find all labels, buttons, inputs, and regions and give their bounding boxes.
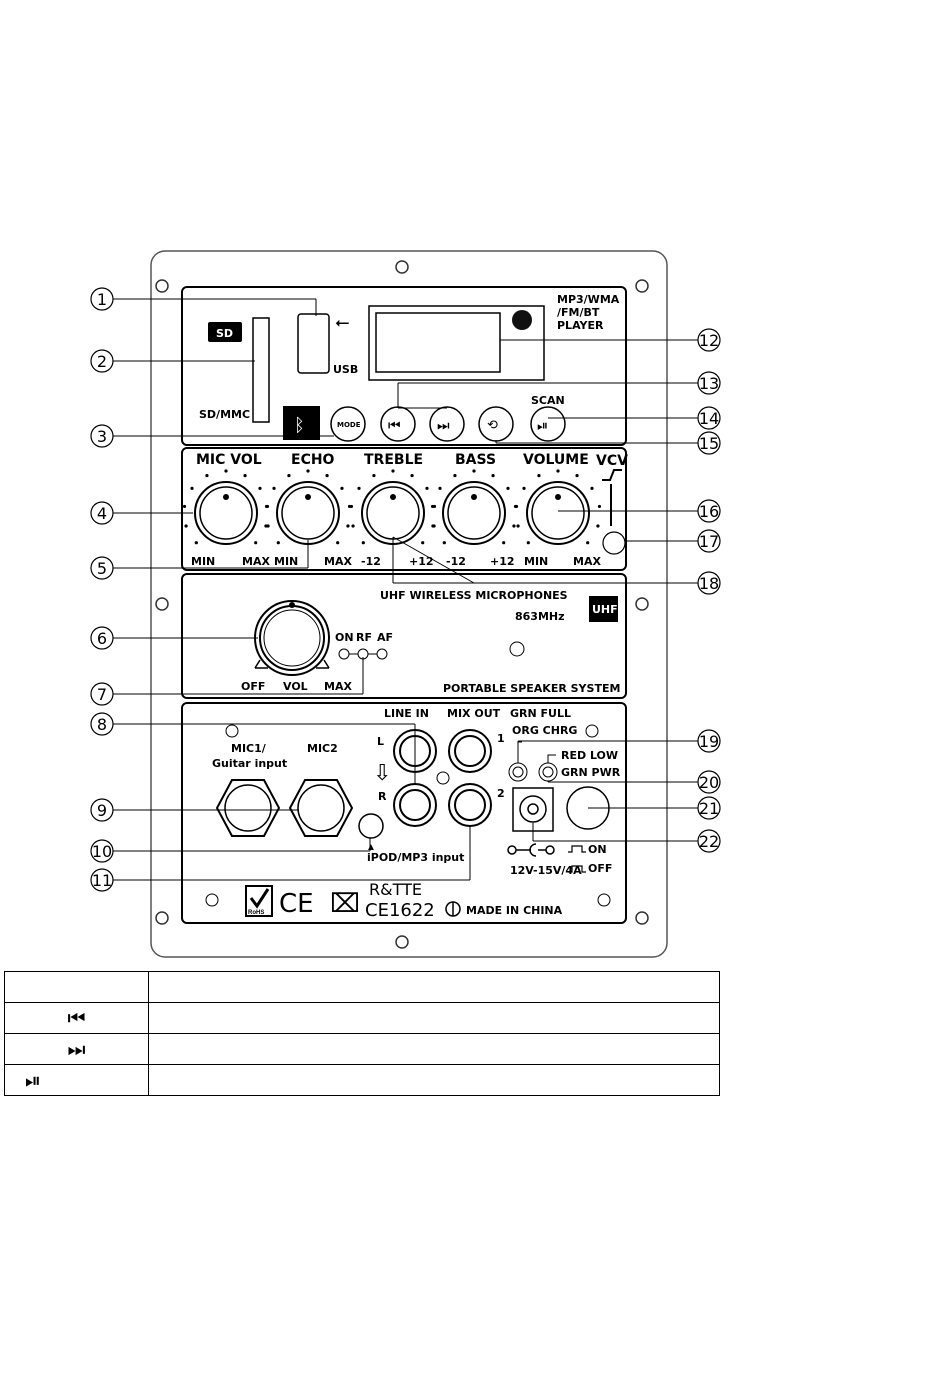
mic2-label: MIC2 [307, 742, 338, 755]
table-row [5, 1065, 720, 1096]
knob-min-label: -12 [361, 555, 381, 568]
io-led-right [586, 725, 598, 737]
callout-12 [500, 329, 720, 351]
knob-row [183, 452, 602, 568]
grn-full-label: GRN FULL [510, 707, 571, 720]
callout-9 [91, 799, 298, 821]
svg-text:ᛒ: ᛒ [294, 415, 305, 435]
callout-number: 4 [96, 504, 108, 523]
callout-10 [91, 838, 370, 862]
one-label: 1 [497, 732, 505, 745]
rtte-label: R&TTE [369, 880, 422, 899]
ipod-arrow: ▲ [366, 842, 376, 853]
table-row [5, 1034, 720, 1065]
knob-1[interactable] [183, 469, 269, 544]
knob-3[interactable] [350, 469, 436, 544]
portable-label: PORTABLE SPEAKER SYSTEM [443, 682, 621, 695]
callout-14 [548, 407, 720, 429]
legend-text-cell [149, 972, 720, 1003]
dc-spec-label: 12V-15V/4A [510, 864, 582, 877]
callout-number: 12 [698, 331, 720, 350]
callout-number: 7 [96, 685, 108, 704]
line-in-label: LINE IN [384, 707, 429, 720]
uhf-freq: 863MHz [515, 610, 565, 623]
center-screw [437, 772, 449, 784]
callout-number: 13 [698, 374, 720, 393]
knob-min-label: MIN [191, 555, 216, 568]
scan-label: SCAN [531, 394, 565, 407]
vol-label: VOL [283, 680, 308, 693]
knob-max-label: +12 [409, 555, 434, 568]
grn-pwr-label: GRN PWR [561, 766, 621, 779]
down-arrow-icon: ⇩ [373, 760, 392, 785]
player-title-1: MP3/WMA [557, 293, 620, 306]
knob-max-label: MAX [324, 555, 352, 568]
dc-polarity-icon [508, 844, 554, 856]
mic1-label-1: MIC1/ [231, 742, 266, 755]
power-off-label: OFF [588, 862, 613, 875]
rohs-label: RoHS [248, 910, 265, 916]
mic1-jack[interactable] [217, 780, 279, 836]
ce-number-label: CE1622 [365, 900, 435, 921]
power-led [539, 763, 557, 781]
knob-min-label: -12 [446, 555, 466, 568]
ind-af: AF [377, 631, 394, 644]
io-screw-right [598, 894, 610, 906]
callout-6 [91, 627, 258, 649]
prev-icon: ⏮ [388, 417, 401, 433]
callout-18 [393, 537, 720, 594]
knob-max-label: MAX [242, 555, 270, 568]
callout-number: 21 [698, 799, 720, 818]
table-row [5, 1003, 720, 1034]
knob-min-label: MIN [274, 555, 299, 568]
prev-track-icon: ⏮ [5, 1003, 149, 1034]
callout-number: 2 [96, 352, 108, 371]
made-in-label: MADE IN CHINA [466, 904, 563, 917]
mix-out-label: MIX OUT [447, 707, 501, 720]
callout-number: 17 [698, 532, 720, 551]
callout-number: 19 [698, 732, 720, 751]
two-label: 2 [497, 787, 505, 800]
callout-number: 14 [698, 409, 720, 428]
r-label: R [378, 790, 387, 803]
ind-rf: RF [356, 631, 372, 644]
rohs-icon [246, 886, 272, 916]
repeat-button[interactable] [479, 407, 513, 441]
mounting-holes [156, 261, 648, 948]
line-in-r-jack[interactable] [394, 784, 436, 826]
callout-number: 18 [698, 574, 720, 593]
play-pause-icon: ⏯ [5, 1065, 149, 1096]
knob-5[interactable] [515, 469, 601, 544]
repeat-icon: ⟲ [487, 417, 498, 432]
mix-out-1-jack[interactable] [449, 730, 491, 772]
knob-label: ECHO [291, 452, 335, 468]
player-title-3: PLAYER [557, 319, 604, 332]
callout-1 [91, 288, 316, 316]
legend-table [4, 971, 720, 1096]
callout-number: 11 [91, 871, 113, 890]
mic2-jack[interactable] [290, 780, 352, 836]
io-screw-left [206, 894, 218, 906]
legend-text-cell [149, 1003, 720, 1034]
ind-on: ON [335, 631, 354, 644]
usb-port[interactable] [298, 314, 329, 373]
uhf-volume-knob[interactable] [255, 601, 329, 675]
mode-button[interactable] [331, 407, 365, 441]
table-row [5, 972, 720, 1003]
sd-icon [208, 322, 242, 342]
prev-button[interactable] [381, 407, 415, 441]
vcv-icon [602, 470, 622, 480]
knob-label: VOLUME [523, 452, 589, 468]
vcv-label: VCV [596, 453, 628, 469]
callout-number: 5 [96, 559, 108, 578]
callout-number: 15 [698, 434, 720, 453]
usb-label: USB [333, 363, 359, 376]
vol-max: MAX [324, 680, 352, 693]
callout-2 [91, 350, 255, 372]
knob-2[interactable] [265, 469, 351, 544]
sd-mmc-label: SD/MMC [199, 408, 251, 421]
uhf-badge-label: UHF [592, 603, 618, 616]
callout-number: 1 [96, 290, 108, 309]
play-pause-icon: ⏯ [537, 417, 549, 433]
player-title-2: /FM/BT [557, 306, 600, 319]
legend-text-cell [149, 1065, 720, 1096]
knob-max-label: MAX [573, 555, 601, 568]
mic1-label-2: Guitar input [212, 757, 288, 770]
next-icon: ⏭ [437, 417, 450, 433]
knob-min-label: MIN [524, 555, 549, 568]
knob-4[interactable] [431, 469, 517, 544]
legend-icon-cell [5, 972, 149, 1003]
knob-label: BASS [455, 452, 497, 468]
legend-text-cell [149, 1034, 720, 1065]
knob-max-label: +12 [490, 555, 515, 568]
power-on-label: ON [588, 843, 607, 856]
knob-label: TREBLE [364, 452, 424, 468]
callout-4 [91, 502, 193, 524]
uhf-title: UHF WIRELESS MICROPHONES [380, 589, 568, 602]
red-low-label: RED LOW [561, 749, 619, 762]
callout-number: 3 [96, 427, 108, 446]
next-button[interactable] [430, 407, 464, 441]
next-track-icon: ⏭ [5, 1034, 149, 1065]
callout-number: 22 [698, 832, 720, 851]
usb-icon: ⭠ [335, 312, 350, 332]
callout-number: 6 [96, 629, 108, 648]
knob-label: MIC VOL [196, 452, 262, 468]
vol-off: OFF [241, 680, 266, 693]
callout-15 [496, 432, 720, 454]
weee-bin-icon: ⌧ [330, 888, 360, 918]
org-chrg-label: ORG CHRG [512, 724, 578, 737]
display-inner [376, 313, 500, 372]
sd-slot[interactable] [253, 318, 269, 422]
ipod-jack[interactable] [359, 814, 383, 838]
l-label: L [377, 735, 385, 748]
callout-number: 16 [698, 502, 720, 521]
callout-number: 9 [96, 801, 108, 820]
callout-number: 10 [91, 842, 113, 861]
io-led-left [226, 725, 238, 737]
charge-led [509, 763, 527, 781]
sd-label: SD [216, 327, 234, 340]
ipod-label: iPOD/MP3 input [367, 851, 465, 864]
callout-number: 20 [698, 773, 720, 792]
mix-out-2-jack[interactable] [449, 784, 491, 826]
ce-mark-icon: CE [279, 889, 314, 919]
vcv-switch[interactable] [603, 532, 625, 554]
uhf-sensor [510, 642, 524, 656]
ir-sensor [512, 310, 532, 330]
mode-label: MODE [337, 421, 361, 429]
play-pause-button[interactable] [531, 407, 565, 441]
callout-number: 8 [96, 715, 108, 734]
callout-17 [625, 530, 720, 552]
